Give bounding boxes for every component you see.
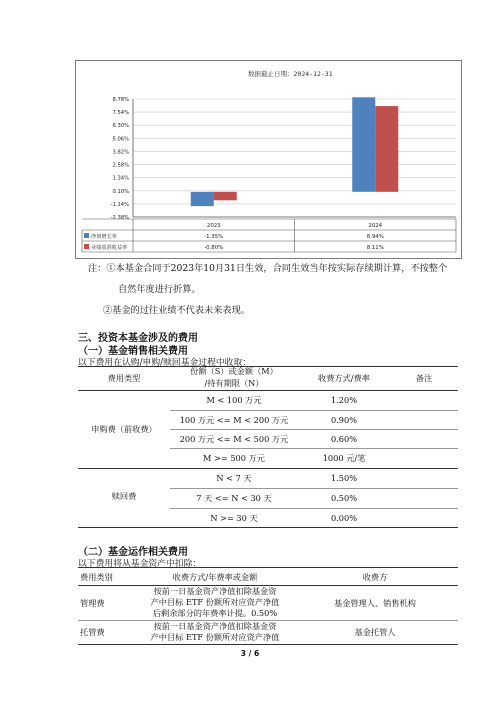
header-rate: 收费方式/费率 [318,373,370,383]
note-line-1: 注：①本基金合同于2023年10月31日生效，合同生效当年按实际存续期计算，不按整个 [88,263,448,274]
y-tick-label: 3.82% [112,149,129,156]
data-label: -1.35% [204,234,224,240]
y-tick-label: -1.14% [110,201,129,208]
bar-benchmark-2024 [375,106,398,192]
table-row-cond: 200 万元 <= M < 500 万元 [179,434,289,444]
page-number: 3 / 6 [240,649,260,658]
table-row-rate: 1.50% [330,473,357,483]
data-label: 8.11% [366,245,384,251]
header-amount-1: 份额（S）或金额（M） [190,366,278,376]
table-row-desc: 后剩余部分的年费率计提。0.50% [152,608,278,618]
section-title: 三、投资本基金涉及的费用 [78,333,198,344]
table-row-receiver: 基金管理人、销售机构 [334,598,416,608]
y-tick-label: 2.58% [112,162,129,169]
table-row-cond: N >= 30 天 [210,513,258,523]
ops-fee-title: （二）基金运作相关费用 [78,547,188,558]
table-row-rate: 0.90% [330,415,357,425]
bar-nav-growth-2023 [191,192,214,206]
header-fee-type: 费用类型 [107,373,141,383]
y-tick-label: 6.30% [112,123,129,130]
table-row-rate: 1000 元/笔 [322,453,366,463]
chart-title: 数据截止日期：2024-12-31 [248,70,333,78]
bar-benchmark-2023 [214,192,237,200]
header-fee-category: 费用类别 [80,572,113,582]
x-tick-label: 2024 [368,223,383,229]
x-tick-label: 2023 [206,223,221,229]
bar-nav-growth-2024 [352,97,375,192]
row-divider [170,448,458,449]
legend-label: 净值增长率 [91,234,117,240]
header-receiver: 收费方 [362,572,388,582]
row-divider [170,410,458,411]
y-tick-label: 5.06% [112,136,129,143]
legend-swatch [84,244,89,249]
header-amount-2: /持有期限（N） [204,378,264,388]
table-rule [78,567,458,568]
table-row-type: 托管费 [80,627,105,637]
row-divider [170,488,458,489]
table-row-cond: N < 7 天 [216,473,252,483]
table-rule [78,468,458,469]
legend-swatch [84,233,89,238]
y-tick-label: 7.54% [112,110,129,117]
legend-label: 业绩基准收益率 [91,245,128,251]
row-divider [170,429,458,430]
table-row-receiver: 基金托管人 [354,627,396,637]
table-row-cond: M < 100 万元 [206,395,262,405]
table-row-cond: M >= 500 万元 [203,453,265,463]
table-rule [78,644,458,645]
table-row-desc: 按前一日基金资产净值扣除基金资 [153,621,277,631]
table-row-cond: 7 天 <= N < 30 天 [196,493,272,503]
header-remark: 备注 [415,373,433,383]
subscription-fee-label: 申购费（前收费） [91,424,157,434]
data-label: -0.80% [204,245,224,251]
sales-fee-title: （一）基金销售相关费用 [78,346,188,357]
data-label: 8.94% [366,234,384,240]
y-tick-label: 8.78% [112,97,129,103]
table-row-type: 管理费 [80,598,105,608]
table-row-desc: 产中目标 ETF 份额所对应资产净值 [150,597,280,607]
y-tick-label: -2.38% [110,215,129,221]
table-row-rate: 0.60% [330,434,357,444]
table-row-rate: 0.50% [330,493,357,503]
performance-chart [75,60,462,259]
header-method: 收费方式/年费率或金额 [172,572,258,582]
sales-fee-intro: 以下费用在认购/申购/赎回基金过程中收取： [78,358,252,368]
y-tick-label: 0.10% [112,188,129,195]
table-row-desc: 按前一日基金资产净值扣除基金资 [153,586,277,596]
ops-fee-intro: 以下费用将从基金资产中扣除： [78,559,202,569]
table-row-rate: 1.20% [330,395,357,405]
row-divider [170,508,458,509]
chart-canvas [76,61,461,258]
table-rule [78,390,458,391]
table-row-cond: 100 万元 <= M < 200 万元 [179,415,289,425]
y-tick-label: 1.34% [112,175,129,182]
table-row-rate: 0.00% [330,513,357,523]
table-row-desc: 产中目标 ETF 份额所对应资产净值 [150,632,280,642]
table-rule [78,527,458,528]
redemption-fee-label: 赎回费 [111,491,137,501]
note-line-3: ②基金的过往业绩不代表未来表现。 [103,305,250,316]
note-line-2: 自然年度进行折算。 [118,284,201,295]
